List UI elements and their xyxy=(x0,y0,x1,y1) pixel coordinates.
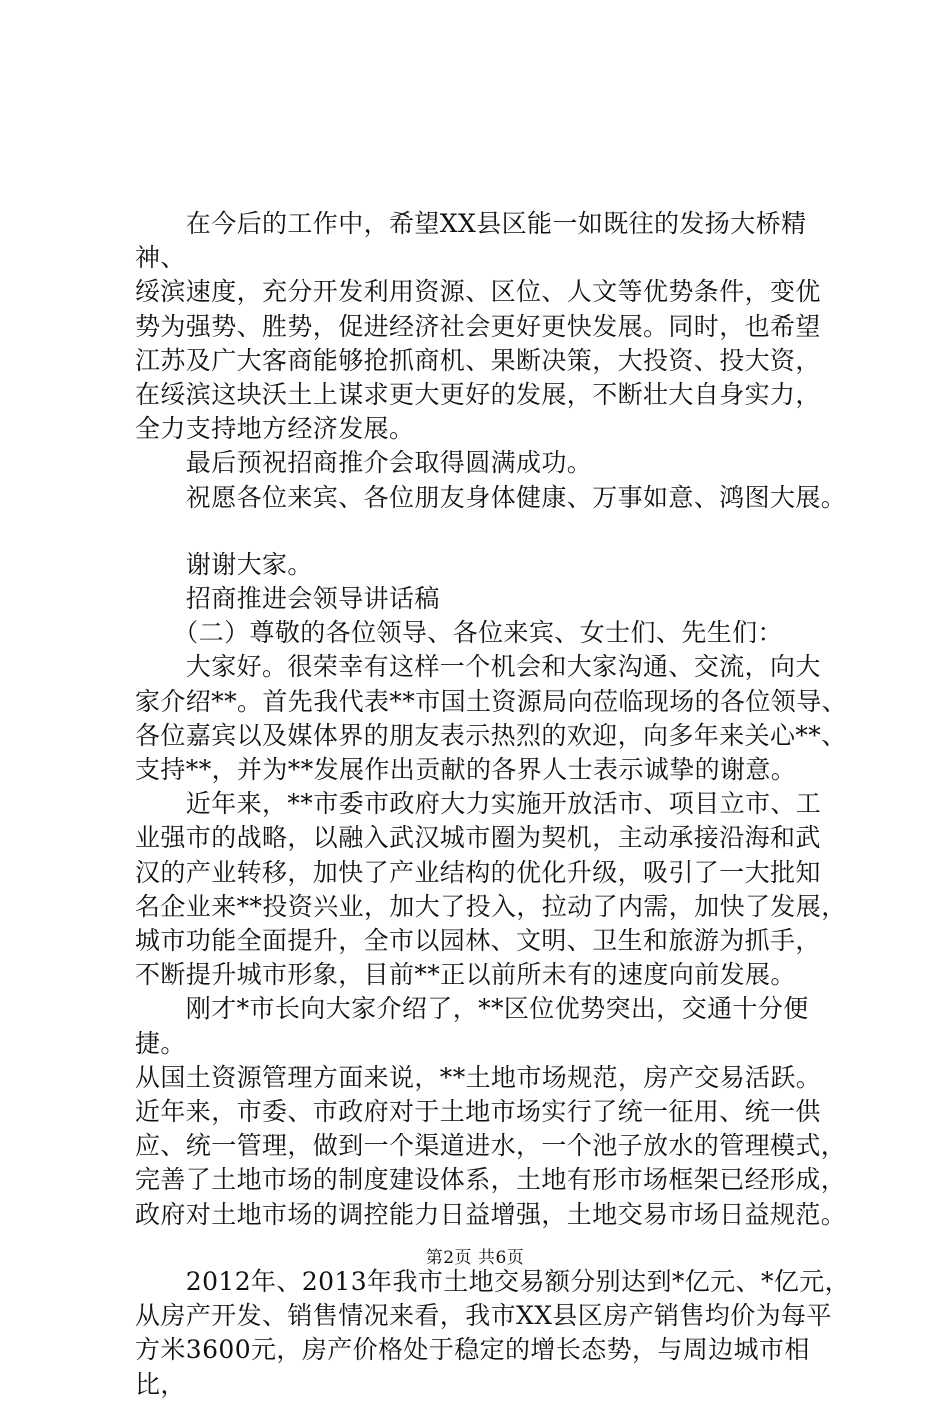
text-line: 从国土资源管理方面来说，**土地市场规范，房产交易活跃。 xyxy=(135,1062,822,1092)
text-line: 大家好。很荣幸有这样一个机会和大家沟通、交流，向大 xyxy=(135,652,821,682)
text-line: 近年来，**市委市政府大力实施开放活市、项目立市、工 xyxy=(135,789,822,819)
paragraph-7 xyxy=(135,650,855,787)
text-line: 近年来，市委、市政府对于土地市场实行了统一征用、统一供 xyxy=(135,1097,821,1127)
paragraph-10 xyxy=(135,1265,855,1402)
text-line: 绥滨速度，充分开发利用资源、区位、人文等优势条件，变优 xyxy=(135,277,821,307)
paragraph-1 xyxy=(135,207,855,446)
text-line: 政府对土地市场的调控能力日益增强，土地交易市场日益规范。 xyxy=(135,1199,847,1229)
text-line: 全力支持地方经济发展。 xyxy=(135,414,415,444)
text-line: 名企业来**投资兴业，加大了投入，拉动了内需，加快了发展， xyxy=(135,891,847,921)
text-line: 业强市的战略，以融入武汉城市圈为契机，主动承接沿海和武 xyxy=(135,823,821,853)
text-line: 在绥滨这块沃土上谋求更大更好的发展，不断壮大自身实力， xyxy=(135,380,821,410)
paragraph-3: 祝愿各位来宾、各位朋友身体健康、万事如意、鸿图大展。 xyxy=(135,482,847,512)
text-line: 应、统一管理，做到一个渠道进水，一个池子放水的管理模式， xyxy=(135,1131,847,1161)
blank-line xyxy=(135,515,855,548)
paragraph-9 xyxy=(135,992,855,1231)
text-line: 在今后的工作中，希望XX县区能一如既往的发扬大桥精神、 xyxy=(135,209,807,273)
text-line: 各位嘉宾以及媒体界的朋友表示热烈的欢迎，向多年来关心**、 xyxy=(135,720,847,750)
paragraph-6: （二）尊敬的各位领导、各位来宾、女士们、先生们： xyxy=(135,618,783,648)
document-body xyxy=(135,207,855,1402)
text-line: 城市功能全面提升，全市以园林、文明、卫生和旅游为抓手， xyxy=(135,926,821,956)
text-line: 2012年、2013年我市土地交易额分别达到*亿元、*亿元， xyxy=(135,1266,851,1296)
text-line: 汉的产业转移，加快了产业结构的优化升级，吸引了一大批知 xyxy=(135,857,821,887)
page-number-footer: 第2页 共6页 xyxy=(425,1248,525,1268)
text-line: 从房产开发、销售情况来看，我市XX县区房产销售均价为每平 xyxy=(135,1301,832,1331)
text-line: 完善了土地市场的制度建设体系，土地有形市场框架已经形成， xyxy=(135,1165,847,1195)
text-line: 刚才*市长向大家介绍了，**区位优势突出，交通十分便捷。 xyxy=(135,994,809,1058)
text-line: 方米3600元，房产价格处于稳定的增长态势，与周边城市相比， xyxy=(135,1335,810,1399)
text-line: 江苏及广大客商能够抢抓商机、果断决策，大投资、投大资， xyxy=(135,345,821,375)
text-line: 势为强势、胜势，促进经济社会更好更快发展。同时，也希望 xyxy=(135,311,821,341)
text-line: 不断提升城市形象，目前**正以前所未有的速度向前发展。 xyxy=(135,960,796,990)
text-line: 支持**，并为**发展作出贡献的各界人士表示诚挚的谢意。 xyxy=(135,755,797,785)
paragraph-8 xyxy=(135,787,855,992)
paragraph-4: 谢谢大家。 xyxy=(135,549,313,579)
paragraph-5: 招商推进会领导讲话稿 xyxy=(135,584,440,614)
text-line: 家介绍**。首先我代表**市国土资源局向莅临现场的各位领导、 xyxy=(135,686,848,716)
paragraph-2: 最后预祝招商推介会取得圆满成功。 xyxy=(135,448,593,478)
